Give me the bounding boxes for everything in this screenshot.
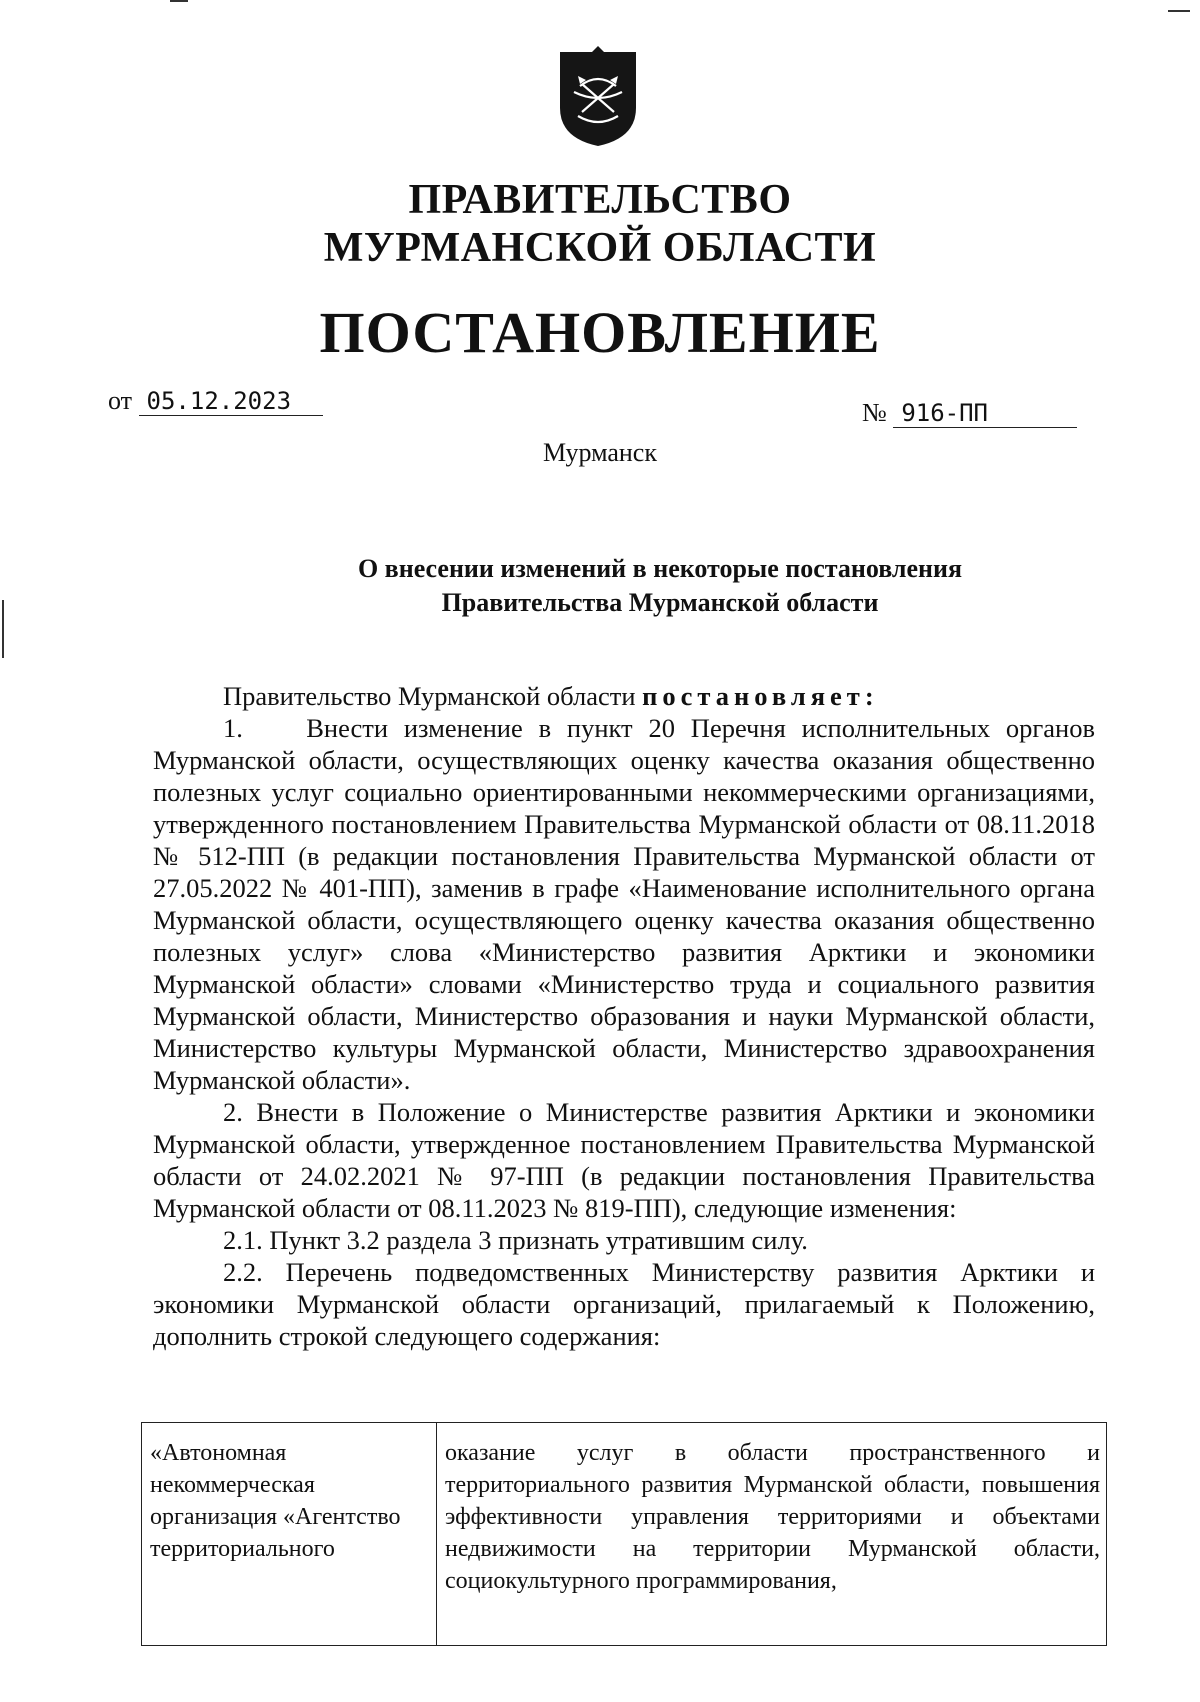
paragraph-2: 2. Внести в Положение о Министерстве развития Арктики и экономики Мурманской области, утвержденное постановлением Правительства Мурманской области от 24.02.2021 № 97-ПП (в редакции постановления Правительства Мурманской области от 08.11.2023 № 819-ПП), следующие изменения:: [153, 1097, 1095, 1223]
decree-date-row: [108, 386, 323, 416]
decree-number: 916-ПП: [893, 399, 1077, 428]
city-name: Мурманск: [543, 438, 657, 467]
decree-number-row: [862, 398, 1077, 428]
paragraph-2-1: 2.1. Пункт 3.2 раздела 3 признать утратившим силу.: [223, 1225, 808, 1255]
government-title-line1: ПРАВИТЕЛЬСТВО: [408, 177, 792, 223]
decree-date: 05.12.2023: [139, 387, 323, 416]
date-prefix: от: [108, 386, 133, 415]
coat-of-arms-emblem: [554, 46, 642, 150]
document-type-title: ПОСТАНОВЛЕНИЕ: [319, 300, 881, 365]
paragraph-1: 1. Внести изменение в пункт 20 Перечня исполнительных органов Мурманской области, осуществляющих оценку качества оказания общественно полезных услуг социально ориентированными некоммерческими организациями, утвержденного постановлением Правительства Мурманской области от 08.11.2018 № 512-ПП (в редакции постановления Правительства Мурманской области от 27.05.2022 № 401-ПП), заменив в графе «Наименование исполнительного органа Мурманской области, осуществляющего оценку качества оказания общественно полезных услуг» слова «Министерство развития Арктики и экономики Мурманской области» словами «Министерство труда и социального развития Мурманской области, Министерство образования и науки Мурманской области, Министерство культуры Мурманской области, Министерство здравоохранения Мурманской области».: [153, 713, 1095, 1095]
government-title-line2: МУРМАНСКОЙ ОБЛАСТИ: [323, 225, 877, 271]
scan-mark-top-left: [170, 0, 188, 2]
scan-mark-top-right: [1168, 10, 1190, 12]
subject-line2: Правительства Мурманской области: [441, 588, 879, 617]
decree-body: [153, 680, 1095, 1352]
inserted-row-table: [141, 1422, 1107, 1646]
organization-name-cell: «Автономная некоммерческая организация «Агентство территориального: [142, 1423, 437, 1646]
scan-mark-left: [2, 600, 4, 658]
intro-text: Правительство Мурманской области: [223, 681, 636, 711]
paragraph-2-2: 2.2. Перечень подведомственных Министерству развития Арктики и экономики Мурманской области организаций, прилагаемый к Положению, дополнить строкой следующего содержания:: [153, 1257, 1095, 1351]
subject-line1: О внесении изменений в некоторые постановления: [357, 554, 963, 583]
decree-subject: [300, 552, 1020, 620]
intro-paragraph: [153, 680, 1095, 712]
number-prefix: №: [862, 398, 887, 427]
intro-verb: постановляет:: [642, 681, 879, 711]
table-row: [142, 1423, 1107, 1646]
organization-activity-cell: оказание услуг в области пространственного и территориального развития Мурманской области, повышения эффективности управления территориями и объектами недвижимости на территории Мурманской области, социокультурного программирования,: [437, 1423, 1107, 1646]
